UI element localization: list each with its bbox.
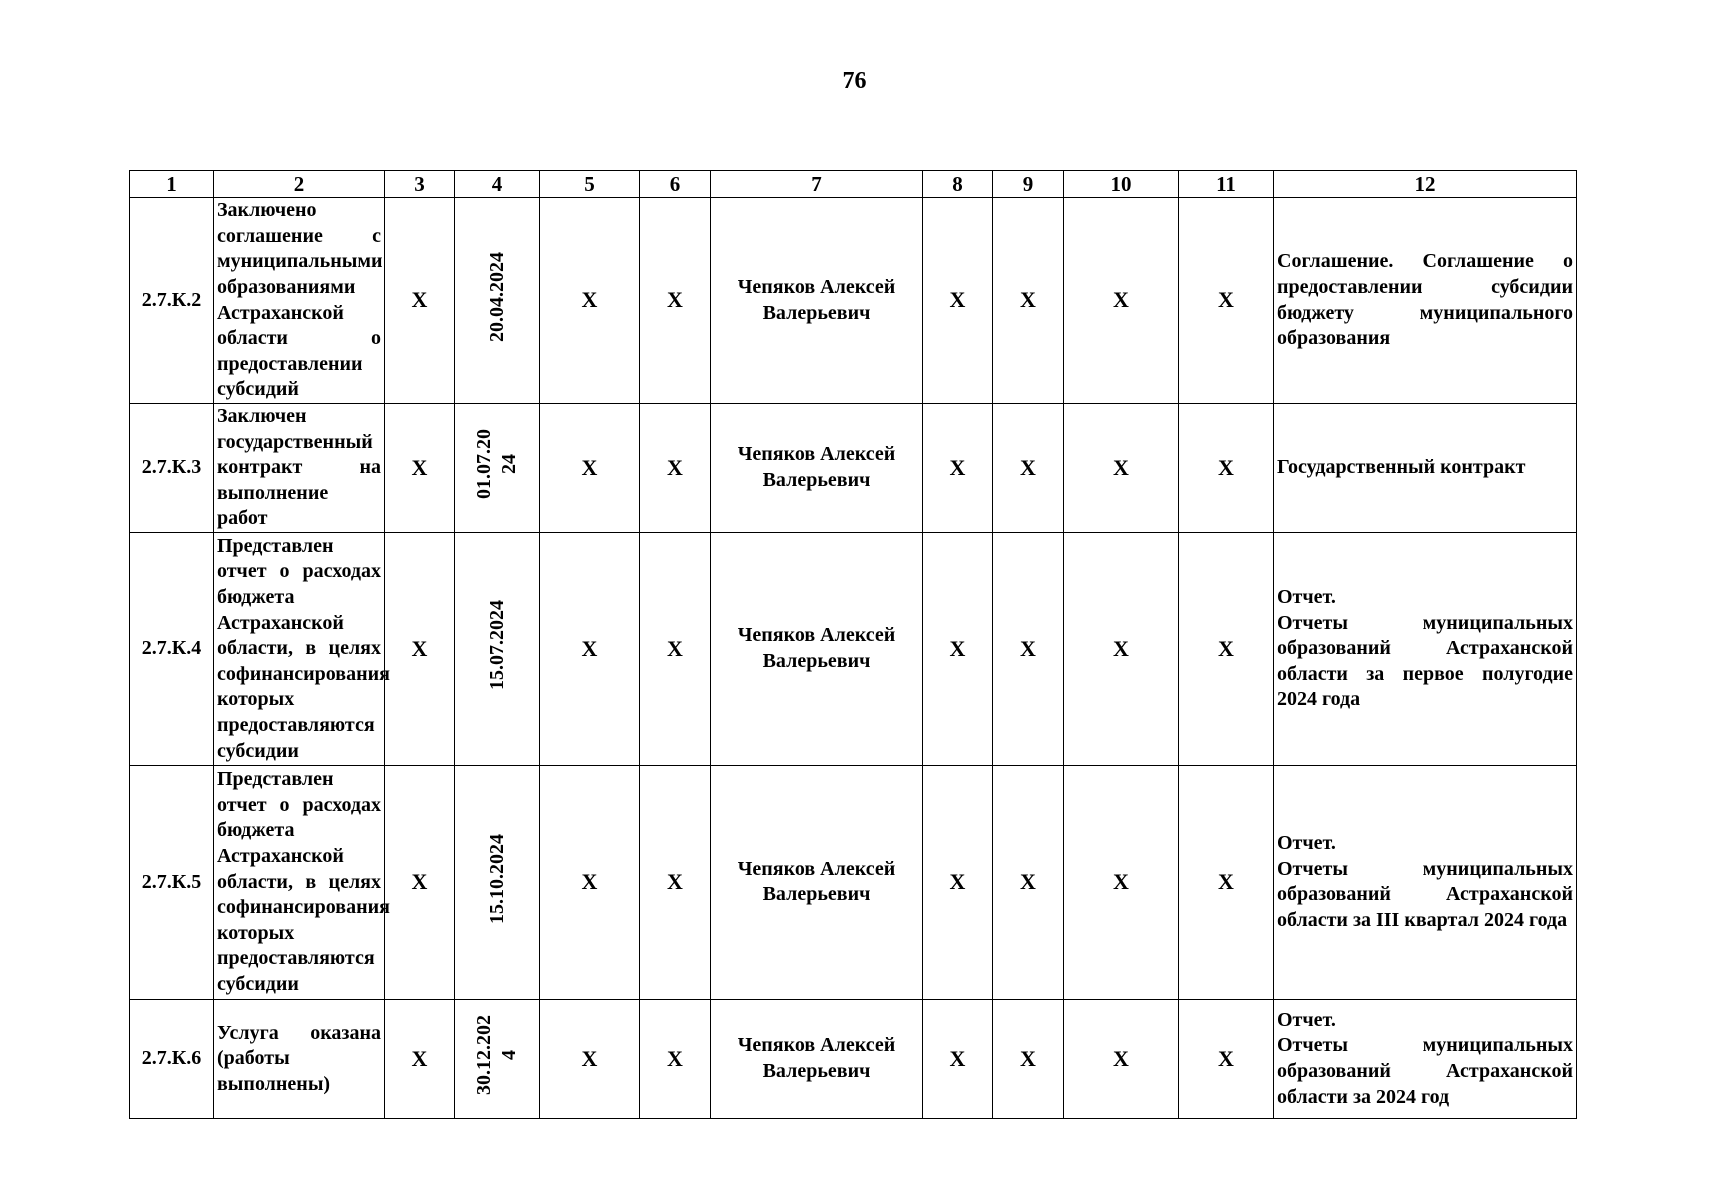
row-document-text: Отчеты муниципальных образований Астраханской области за первое полугодие 2024 года bbox=[1277, 611, 1573, 711]
table-header bbox=[130, 171, 1577, 198]
row-event: Заключено соглашение с муниципальными образованиями Астраханской области о предоставлении субсидий bbox=[214, 198, 385, 404]
row-document-text: Отчеты муниципальных образований Астраханской области за III квартал 2024 года bbox=[1277, 857, 1573, 932]
row-col5: Х bbox=[540, 765, 640, 999]
row-col8: Х bbox=[923, 999, 993, 1118]
header-col-6: 6 bbox=[640, 171, 711, 198]
row-col10: Х bbox=[1064, 198, 1179, 404]
row-document bbox=[1274, 198, 1577, 404]
row-responsible: Чепяков Алексей Валерьевич bbox=[711, 404, 923, 533]
row-col8: Х bbox=[923, 404, 993, 533]
row-col9: Х bbox=[993, 404, 1064, 533]
row-col11: Х bbox=[1179, 765, 1274, 999]
header-col-3: 3 bbox=[385, 171, 455, 198]
header-col-12: 12 bbox=[1274, 171, 1577, 198]
row-code: 2.7.К.4 bbox=[130, 532, 214, 765]
row-responsible: Чепяков Алексей Валерьевич bbox=[711, 765, 923, 999]
row-event: Представлен отчет о расходах бюджета Астраханской области, в целях софинансирования которых предоставляются субсидии bbox=[214, 532, 385, 765]
header-col-11: 11 bbox=[1179, 171, 1274, 198]
row-col10: Х bbox=[1064, 404, 1179, 533]
header-row bbox=[130, 171, 1577, 198]
row-code: 2.7.К.6 bbox=[130, 999, 214, 1118]
header-col-4: 4 bbox=[455, 171, 540, 198]
page-number: 76 bbox=[842, 68, 867, 94]
row-responsible: Чепяков Алексей Валерьевич bbox=[711, 999, 923, 1118]
table-row bbox=[130, 999, 1577, 1118]
header-col-1: 1 bbox=[130, 171, 214, 198]
control-points-table bbox=[129, 170, 1577, 1119]
row-document-text: Отчеты муниципальных образований Астраханской области за 2024 год bbox=[1277, 1034, 1573, 1108]
row-document bbox=[1274, 404, 1577, 533]
row-col5: Х bbox=[540, 532, 640, 765]
row-col6: Х bbox=[640, 404, 711, 533]
row-date: 01.07.20 24 bbox=[473, 429, 520, 500]
row-col10: Х bbox=[1064, 765, 1179, 999]
header-col-7: 7 bbox=[711, 171, 923, 198]
row-document-title: Отчет. bbox=[1277, 832, 1336, 855]
header-col-9: 9 bbox=[993, 171, 1064, 198]
row-col9: Х bbox=[993, 198, 1064, 404]
row-document-title: Соглашение. bbox=[1277, 250, 1394, 273]
row-date-cell bbox=[455, 532, 540, 765]
row-col6: Х bbox=[640, 198, 711, 404]
table-row bbox=[130, 765, 1577, 999]
row-responsible: Чепяков Алексей Валерьевич bbox=[711, 532, 923, 765]
table-body bbox=[130, 198, 1577, 1119]
row-col3: Х bbox=[385, 765, 455, 999]
row-date-cell bbox=[455, 198, 540, 404]
table-row bbox=[130, 404, 1577, 533]
row-date-cell bbox=[455, 765, 540, 999]
row-col11: Х bbox=[1179, 198, 1274, 404]
row-col8: Х bbox=[923, 198, 993, 404]
row-document bbox=[1274, 532, 1577, 765]
row-code: 2.7.К.5 bbox=[130, 765, 214, 999]
header-col-10: 10 bbox=[1064, 171, 1179, 198]
row-event: Представлен отчет о расходах бюджета Астраханской области, в целях софинансирования которых предоставляются субсидии bbox=[214, 765, 385, 999]
row-col5: Х bbox=[540, 198, 640, 404]
row-document bbox=[1274, 765, 1577, 999]
row-code: 2.7.К.3 bbox=[130, 404, 214, 533]
row-document-text: Государственный контракт bbox=[1277, 456, 1526, 479]
row-col3: Х bbox=[385, 532, 455, 765]
row-col3: Х bbox=[385, 404, 455, 533]
row-col11: Х bbox=[1179, 999, 1274, 1118]
row-date-cell bbox=[455, 999, 540, 1118]
row-col5: Х bbox=[540, 404, 640, 533]
row-col11: Х bbox=[1179, 404, 1274, 533]
header-col-8: 8 bbox=[923, 171, 993, 198]
row-document-text: Соглашение о предоставлении субсидии бюджету муниципального образования bbox=[1277, 250, 1573, 350]
row-col9: Х bbox=[993, 765, 1064, 999]
row-date-cell bbox=[455, 404, 540, 533]
row-col10: Х bbox=[1064, 532, 1179, 765]
row-col8: Х bbox=[923, 765, 993, 999]
table-row bbox=[130, 198, 1577, 404]
row-document-title: Отчет. bbox=[1277, 1008, 1336, 1031]
row-col6: Х bbox=[640, 532, 711, 765]
row-col11: Х bbox=[1179, 532, 1274, 765]
row-event: Услуга оказана (работы выполнены) bbox=[214, 999, 385, 1118]
row-col9: Х bbox=[993, 999, 1064, 1118]
row-col3: Х bbox=[385, 198, 455, 404]
row-col8: Х bbox=[923, 532, 993, 765]
table-row bbox=[130, 532, 1577, 765]
row-col3: Х bbox=[385, 999, 455, 1118]
header-col-2: 2 bbox=[214, 171, 385, 198]
row-date: 20.04.2024 bbox=[485, 251, 508, 342]
row-col9: Х bbox=[993, 532, 1064, 765]
row-col6: Х bbox=[640, 999, 711, 1118]
row-col5: Х bbox=[540, 999, 640, 1118]
row-responsible: Чепяков Алексей Валерьевич bbox=[711, 198, 923, 404]
row-code: 2.7.К.2 bbox=[130, 198, 214, 404]
header-col-5: 5 bbox=[540, 171, 640, 198]
row-date: 15.10.2024 bbox=[485, 833, 508, 924]
row-event: Заключен государственный контракт на выполнение работ bbox=[214, 404, 385, 533]
row-col10: Х bbox=[1064, 999, 1179, 1118]
row-document bbox=[1274, 999, 1577, 1118]
row-document-title: Отчет. bbox=[1277, 585, 1336, 608]
row-date: 15.07.2024 bbox=[485, 600, 508, 691]
row-col6: Х bbox=[640, 765, 711, 999]
row-date: 30.12.202 4 bbox=[473, 1015, 520, 1096]
